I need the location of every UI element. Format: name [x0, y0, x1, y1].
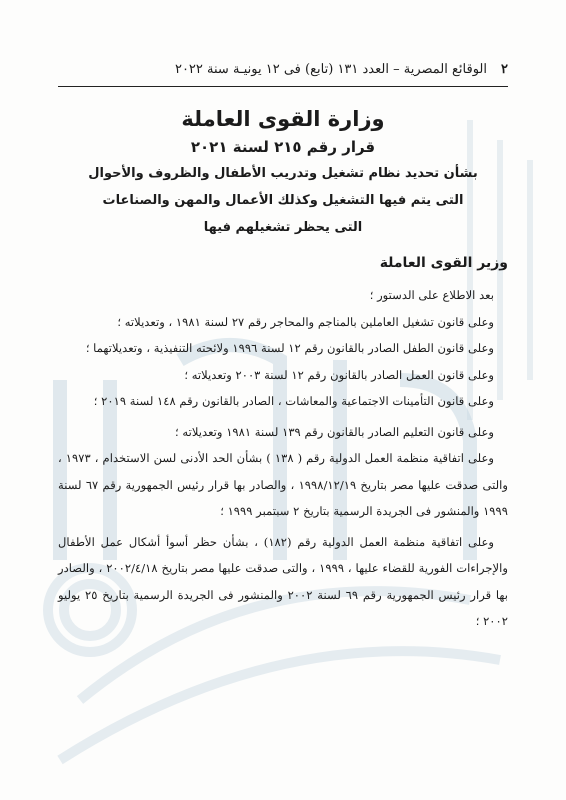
minister-heading: وزير القوى العاملة: [379, 255, 508, 271]
decree-preamble: [58, 282, 508, 635]
preamble-paragraph: وعلى اتفاقية منظمة العمل الدولية رقم (١٨٢) ، بشأن حظر أسوأ أشكال عمل الأطفال والإجراءات الفورية للقضاء عليها ، ١٩٩٩ ، والتى صدقت عليها مصر بتاريخ ٢٠٠٢/٤/١٨ ، والصادر بها قرار رئيس الجمهورية رقم ٦٩ لسنة ٢٠٠٢ والمنشور فى الجريدة الرسمية بتاريخ ٢٥ يوليو ٢٠٠٢ ؛: [58, 534, 509, 628]
preamble-paragraph: وعلى قانون التأمينات الاجتماعية والمعاشات ، الصادر بالقانون رقم ١٤٨ لسنة ٢٠١٩ ؛: [93, 394, 494, 408]
page-header: [58, 58, 508, 80]
preamble-paragraph: وعلى قانون تشغيل العاملين بالمناجم والمحاجر رقم ٢٧ لسنة ١٩٨١ ، وتعديلاته ؛: [117, 314, 494, 329]
header-divider: [58, 86, 508, 87]
decree-subject-line-1: بشأن تحديد نظام تشغيل وتدريب الأطفال والظروف والأحوال: [88, 166, 478, 181]
decree-subject-line-3: التى يحظر تشغيلهم فيها: [203, 220, 363, 235]
preamble-paragraph: وعلى اتفاقية منظمة العمل الدولية رقم ( ١٣٨ ) بشأن الحد الأدنى لسن الاستخدام ، ١٩٧٣ ، والتى صدقت عليها مصر بتاريخ ١٩٩٨/١٢/١٩ ، والصادر بها قرار رئيس الجمهورية رقم ٦٧ لسنة ١٩٩٩ والمنشور فى الجريدة الرسمية بتاريخ ٢ سبتمبر ١٩٩٩ ؛: [58, 451, 508, 518]
preamble-paragraph: وعلى قانون التعليم الصادر بالقانون رقم ١٣٩ لسنة ١٩٨١ وتعديلاته ؛: [175, 424, 494, 439]
preamble-paragraph: وعلى قانون العمل الصادر بالقانون رقم ١٢ لسنة ٢٠٠٣ وتعديلاته ؛: [184, 367, 494, 382]
page-number: ٢: [501, 61, 508, 77]
ministry-title: وزارة القوى العاملة: [181, 107, 385, 131]
decree-titles: [58, 104, 508, 241]
preamble-paragraph: بعد الاطلاع على الدستور ؛: [369, 288, 494, 302]
decree-subject-line-2: التى يتم فيها التشغيل وكذلك الأعمال والمهن والصناعات: [102, 193, 464, 208]
decree-number: قرار رقم ٢١٥ لسنة ٢٠٢١: [190, 138, 376, 156]
preamble-paragraph: وعلى قانون الطفل الصادر بالقانون رقم ١٢ لسنة ١٩٩٦ ولائحته التنفيذية ، وتعديلاتهما ؛: [85, 341, 494, 355]
publication-title: الوقائع المصرية – العدد ١٣١ (تابع) فى ١٢ يونيـة سنة ٢٠٢٢: [174, 61, 488, 77]
